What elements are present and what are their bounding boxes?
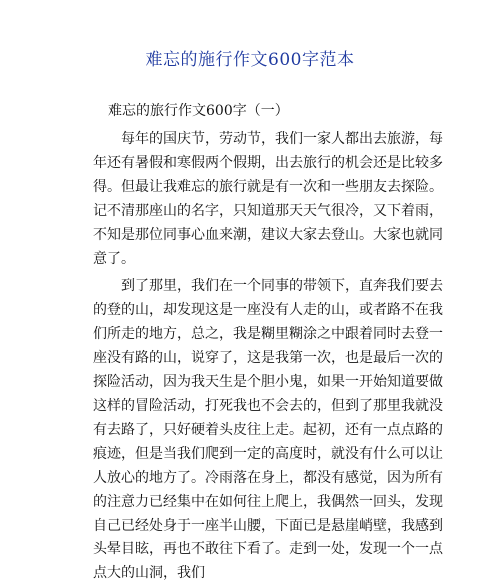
paragraph-2: 到了那里，我们在一个同事的带领下，直奔我们要去的登的山，却发现这是一座没有人走的山，或者路不在我们所走的地方，总之，我是糊里糊涂之中跟着同时去登一座没有路的山，说穿了，这是我第一次，也是最后一次的探险活动，因为我天生是个胆小鬼，如果一开始知道要做这样的冒险活动，打死我也不会去的，但到了那里我就没有去路了，只好硬着头皮往上走。起初，还有一点点路的痕迹，但是当我们爬到一定的高度时，就没有什么可以让人放心的地方了。冷雨落在身上，都没有感觉，因为所有的注意力已经集中在如何往上爬上，我偶然一回头，发现自己已经处身于一座半山腰，下面已是悬崖峭壁，我感到头晕目眩，再也不敢往下看了。走到一处，发现一个一点点大的山洞，我们: [93, 278, 443, 582]
section-heading: 难忘的旅行作文600字（一）: [108, 103, 289, 119]
paragraph-1: 每年的国庆节，劳动节，我们一家人都出去旅游，每年还有暑假和寒假两个假期，出去旅行的机会还是比较多得。但最让我难忘的旅行就是有一次和一些朋友去探险。记不清那座山的名字，只知道那天天气很冷，又下着雨，不知是那位同事心血来潮，建议大家去登山。大家也就同意了。: [93, 131, 443, 267]
document-title: 难忘的施行作文600字范本: [145, 50, 355, 70]
document-body: [93, 128, 443, 586]
